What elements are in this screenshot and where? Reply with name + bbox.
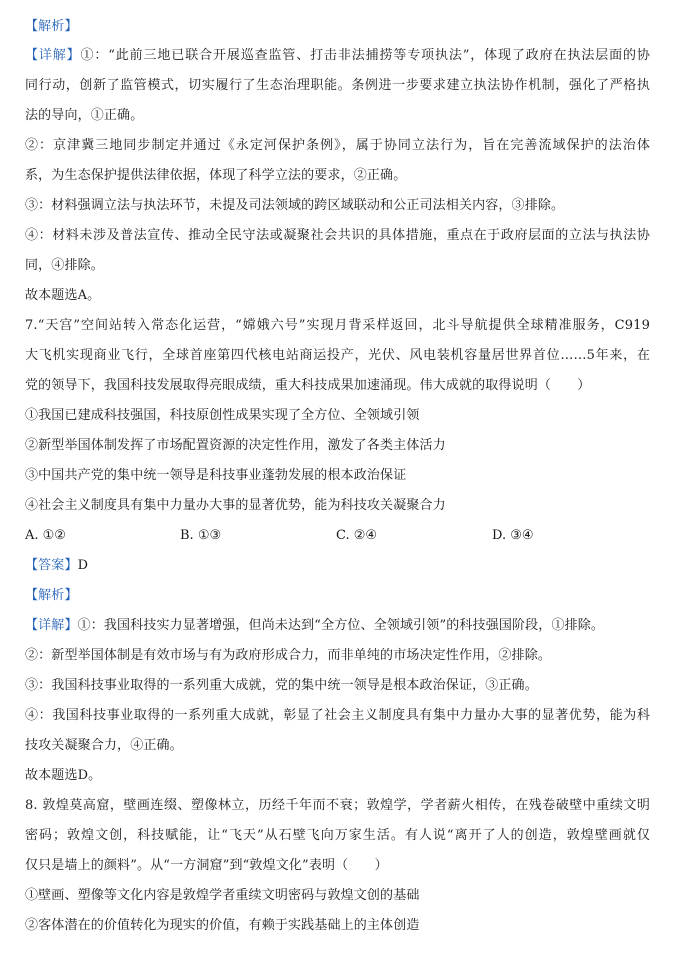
answer-value: D (77, 558, 89, 573)
question-7-statement-1: ①我国已建成科技强国，科技原创性成果实现了全方位、全领域引领 (25, 408, 420, 423)
option-d: D. ③④ (492, 528, 534, 543)
question-7-line-1: 7.“天宫”空间站转入常态化运营，“嫦娥六号”实现月背采样返回，北斗导航提供全球精准服务，C919 (25, 318, 650, 333)
analysis-tag-2: 【解析】 (25, 588, 78, 603)
analysis-2-line-3: ③：我国科技事业取得的一系列重大成就，党的集中统一领导是根本政治保证，③正确。 (25, 678, 538, 693)
option-a: A. ①② (25, 528, 66, 543)
question-7-statement-2: ②新型举国体制发挥了市场配置资源的决定性作用，激发了各类主体活力 (25, 438, 446, 453)
answer-line (25, 558, 650, 574)
analysis-line-6: ③：材料强调立法与执法环节，未提及司法领域的跨区域联动和公正司法相关内容，③排除。 (25, 198, 565, 213)
detail-tag: 【详解】 (25, 48, 81, 63)
question-8-statement-2: ②客体潜在的价值转化为现实的价值，有赖于实践基础上的主体创造 (25, 918, 420, 933)
conclusion-line: 故本题选A。 (25, 288, 101, 303)
question-8-line-2: 密码；敦煌文创，科技赋能，让“飞天”从石壁飞向万家生活。有人说“离开了人的创造，敦煌壁画就仅 (25, 828, 650, 843)
analysis-line-3: 法的导向，①正确。 (25, 108, 144, 123)
analysis-line-5: 系，为生态保护提供法律依据，体现了科学立法的要求，②正确。 (25, 168, 407, 183)
analysis-2-line-4: ④：我国科技事业取得的一系列重大成就，彰显了社会主义制度具有集中力量办大事的显著优势，能为科 (25, 708, 650, 723)
analysis-line-1: 【详解】①：“此前三地已联合开展巡查监管、打击非法捕捞等专项执法”，体现了政府在执法层面的协 (25, 48, 650, 63)
option-b: B. ①③ (180, 528, 222, 543)
question-8-statement-1: ①壁画、塑像等文化内容是敦煌学者重续文明密码与敦煌文创的基础 (25, 888, 420, 903)
analysis-line-8: 同，④排除。 (25, 258, 104, 273)
answer-tag: 【答案】 (25, 558, 78, 573)
question-7-statement-3: ③中国共产党的集中统一领导是科技事业蓬勃发展的根本政治保证 (25, 468, 407, 483)
question-7-line-3: 党的领导下，我国科技发展取得亮眼成绩，重大科技成果加速涌现。伟大成就的取得说明（ ） (25, 378, 591, 393)
question-7-line-2: 大飞机实现商业飞行，全球首座第四代核电站商运投产，光伏、风电装机容量居世界首位……5年来，在 (25, 348, 650, 363)
analysis-line-7: ④：材料未涉及普法宣传、推动全民守法或凝聚社会共识的具体措施，重点在于政府层面的立法与执法协 (25, 228, 650, 243)
question-8-line-1: 8. 敦煌莫高窟，壁画连缀、塑像林立，历经千年而不衰；敦煌学，学者薪火相传，在残卷破壁中重续文明 (25, 798, 650, 813)
analysis-2-line-2: ②：新型举国体制是有效市场与有为政府形成合力，而非单纯的市场决定性作用，②排除。 (25, 648, 552, 663)
option-c: C. ②④ (336, 528, 378, 543)
analysis-2-line-1: 【详解】①：我国科技实力显著增强，但尚未达到“全方位、全领域引领”的科技强国阶段，①排除。 (25, 618, 605, 633)
analysis-line-4: ②：京津冀三地同步制定并通过《永定河保护条例》，属于协同立法行为，旨在完善流域保护的法治体 (25, 138, 650, 153)
conclusion-line-2: 故本题选D。 (25, 768, 102, 783)
analysis-2-line-5: 技攻关凝聚合力，④正确。 (25, 738, 183, 753)
question-7-statement-4: ④社会主义制度具有集中力量办大事的显著优势，能为科技攻关凝聚合力 (25, 498, 446, 513)
question-8-line-3: 仅只是墙上的颜料”。从“一方洞窟”到“敦煌文化”表明（ ） (25, 858, 388, 873)
analysis-line-2: 同行动，创新了监管模式，切实履行了生态治理职能。条例进一步要求建立执法协作机制，强化了严格执 (25, 78, 650, 93)
detail-tag-2: 【详解】 (25, 618, 78, 633)
analysis-tag: 【解析】 (25, 19, 78, 34)
